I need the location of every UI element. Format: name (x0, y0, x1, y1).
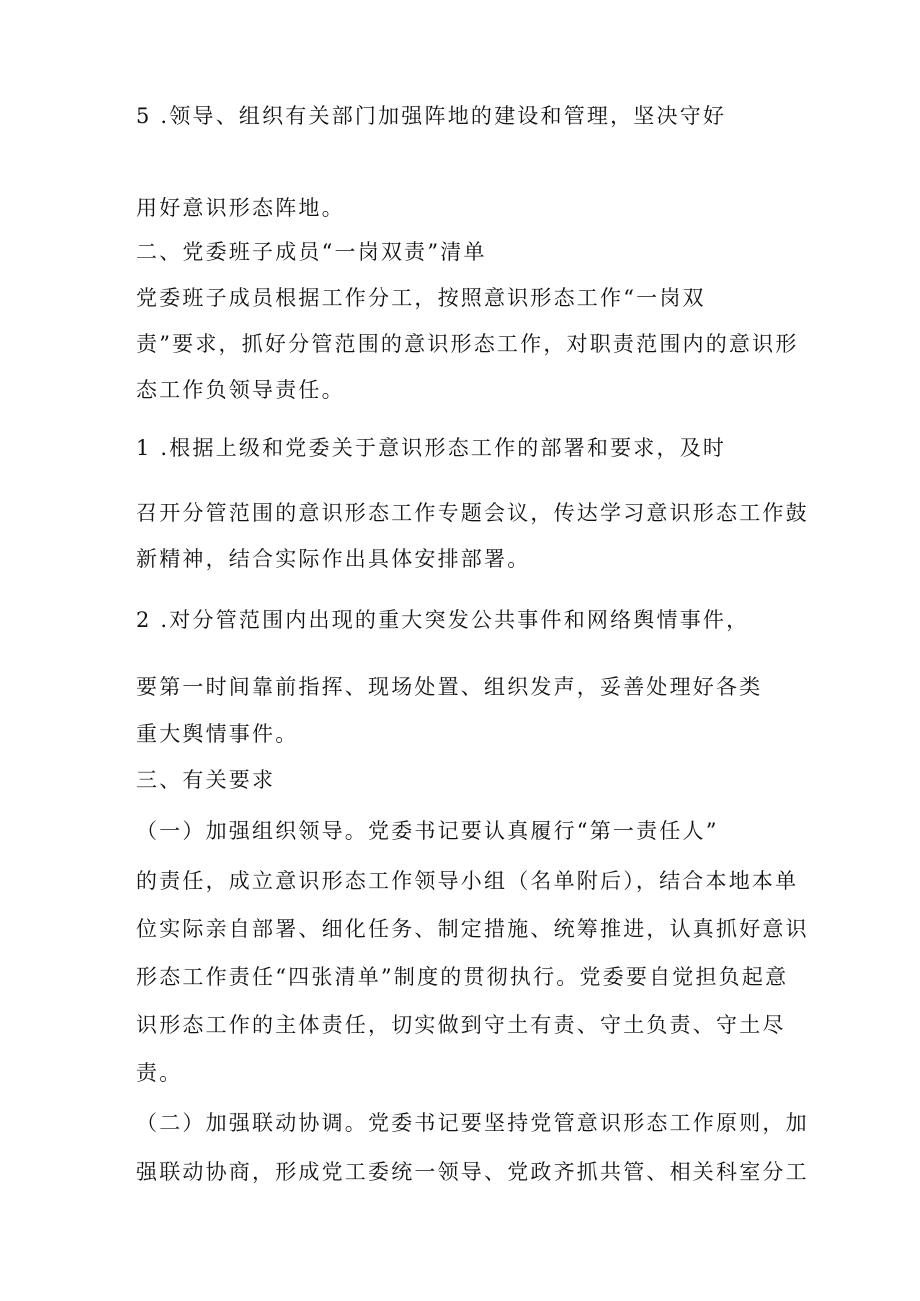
text-line: （二）加强联动协调。党委书记要坚持党管意识形态工作原则，加 (136, 1111, 809, 1135)
text-line: 责。 (136, 1061, 183, 1085)
text-line: 2 .对分管范围内出现的重大突发公共事件和网络舆情事件， (136, 608, 750, 632)
text-line: 强联动协商，形成党工委统一领导、党政齐抓共管、相关科室分工 (136, 1160, 809, 1184)
text-line: 位实际亲自部署、细化任务、制定措施、统筹推进，认真抓好意识 (136, 917, 809, 941)
text-line: 责”要求，抓好分管范围的意识形态工作，对职责范围内的意识形 (136, 332, 799, 356)
text-line: 1 .根据上级和党委关于意识形态工作的部署和要求，及时 (136, 436, 727, 460)
text-line: 要第一时间靠前指挥、现场处置、组织发声，妥善处理好各类 (136, 675, 763, 699)
text-line: （一）加强组织领导。党委书记要认真履行“第一责任人” (136, 819, 719, 843)
text-line: 态工作负领导责任。 (136, 378, 345, 402)
text-line: 用好意识形态阵地。 (136, 196, 345, 220)
text-line: 重大舆情事件。 (136, 722, 299, 746)
text-line: 党委班子成员根据工作分工，按照意识形态工作“一岗双 (136, 286, 706, 310)
section-heading: 二、党委班子成员“一岗双责”清单 (136, 240, 487, 264)
section-heading: 三、有关要求 (136, 768, 276, 792)
text-line: 新精神，结合实际作出具体安排部署。 (136, 547, 531, 571)
text-line: 形态工作责任“四张清单”制度的贯彻执行。党委要自觉担负起意 (136, 965, 789, 989)
text-line: 的责任，成立意识形态工作领导小组（名单附后），结合本地本单 (136, 869, 799, 893)
text-line: 识形态工作的主体责任，切实做到守土有责、守土负责、守土尽 (136, 1013, 786, 1037)
text-line: 召开分管范围的意识形态工作专题会议，传达学习意识形态工作鼓 (136, 501, 809, 525)
text-line: 5 .领导、组织有关部门加强阵地的建设和管理，坚决守好 (136, 104, 727, 128)
